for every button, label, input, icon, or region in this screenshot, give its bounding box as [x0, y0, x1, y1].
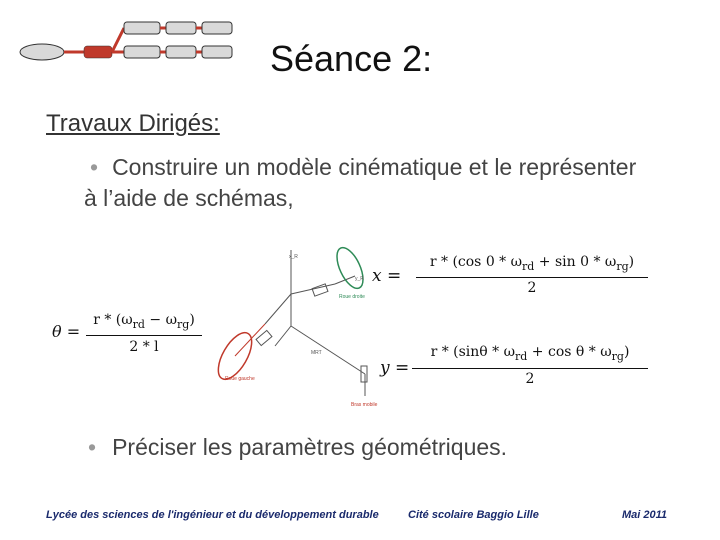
formula-x-denominator: 2: [527, 280, 537, 296]
nav-active-box: [84, 46, 112, 58]
kinematic-diagram: [205, 246, 390, 414]
formula-x-lhs: x =: [372, 266, 402, 286]
diagram-label-yr: x_R: [289, 254, 298, 260]
bullet-text: Préciser les paramètres géométriques.: [112, 434, 508, 460]
page-title: Séance 2:: [270, 38, 433, 79]
right-wheel-shape: [332, 246, 369, 292]
formula-theta-bar: [86, 335, 202, 336]
formula-theta: [52, 312, 202, 360]
formula-y-bar: [412, 368, 648, 369]
formula-theta-numerator: $r * (\omega_{rd} - \omega_{rg})$: [93, 312, 195, 331]
diagram-label-arm: Bras mobile: [351, 402, 378, 408]
section-heading: Travaux Dirigés:: [46, 110, 220, 137]
diagram-label-right-wheel: Roue droite: [339, 294, 365, 300]
nav-oval: [20, 44, 64, 60]
formula-x-numerator: r * (cos $0 * \omega_{rd} + \sin 0 * \omega_{rg}$): [429, 254, 635, 273]
footer-right: Mai 2011: [622, 509, 668, 521]
formula-y-numerator: $r * (\sin\theta * \omega_{rd} + \cos \theta * \omega_{rg})$: [430, 344, 630, 363]
formula-y-denominator: 2: [525, 371, 535, 387]
formula-theta-denominator: 2 * l: [129, 339, 159, 355]
footer-left: Lycée des sciences de l'ingénieur et du développement durable: [46, 509, 379, 521]
bullet-text: Construire un modèle cinématique et le représenter à l’aide de schémas,: [84, 154, 637, 211]
formula-y-lhs: y =: [380, 358, 410, 378]
bullet-item: [84, 152, 644, 214]
bullet-marker: •: [88, 434, 97, 460]
bullet-marker: •: [90, 154, 99, 180]
diagram-label-left-wheel: Roue gauche: [225, 376, 255, 382]
formula-theta-lhs: θ =: [52, 322, 81, 341]
diagram-label-xr: y_R: [355, 276, 364, 282]
formula-x: [372, 254, 652, 302]
bullet-item: [84, 434, 507, 461]
formula-x-bar: [416, 277, 648, 278]
nav-graphic: [18, 18, 238, 68]
footer-center: Cité scolaire Baggio Lille: [408, 509, 539, 521]
formula-y: [380, 344, 652, 392]
diagram-label-mrt: MRT: [311, 350, 322, 356]
